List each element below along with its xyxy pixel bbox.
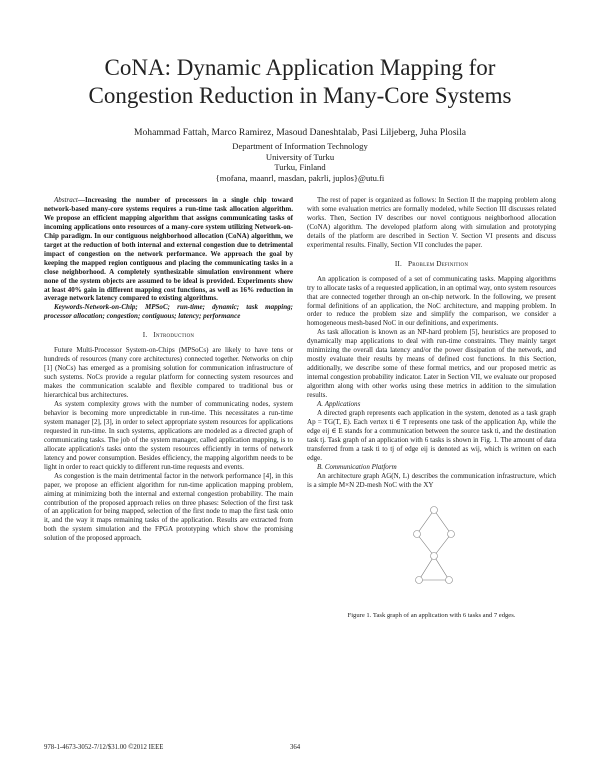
section-number: I. <box>142 331 148 340</box>
intro-paragraph-2: As system complexity grows with the number of communicating nodes, system behavior is becoming more unpredictable in run-time. This necessitates a run-time system manager [2], [3], in order to select appropriate system resources for applications requested in run-time. In such systems, applications are modeled as a directed graph of communicating tasks. The job of the system manager, called application mapping, is to allocate application's tasks onto the system resources efficiently in terms of network latency and power consumption. Besides efficiency, the mapping algorithm needs to be light in order to react quickly to different run-time requests and events. <box>44 400 293 471</box>
problem-paragraph-1: An application is composed of a set of communicating tasks. Mapping algorithms try to allocate tasks of a requested application, in an optimal way, onto system resources that are connected together through an on-chip network. In the following, we present formal definitions of an application, the NoC architecture, and mapping problem. In order to reduce the problem size and simplify the comparison, we consider a homogeneous mesh-based NoC in our definitions, and experiments. <box>307 274 556 328</box>
task-node <box>446 576 453 583</box>
section-heading-problem-definition <box>307 260 556 269</box>
paper-title <box>40 54 560 110</box>
task-node <box>448 530 455 537</box>
task-graph-edge <box>434 534 451 556</box>
affiliation-email: {mofana, maanrl, masdan, pakrli, juplos}@utu.fi <box>215 172 385 183</box>
organization-paragraph: The rest of paper is organized as follows: In Section II the mapping problem along with some evaluation metrics are formally modeled, while Section III discusses related works. Then, Section IV describes our novel contiguous neighborhood allocation (CoNA) algorithm. The developed platform along with simulation and prototyping details of the platform are described in Section V. Section VI presents and discuss experimental results. Finally, Section VII concludes the paper. <box>307 196 556 249</box>
task-graph-edge <box>417 510 434 534</box>
applications-paragraph: A directed graph represents each application in the system, denoted as a task graph Ap = TG(T, E). Each vertex ti ∈ T represents one task of the application Ap, while the edge eij ∈ E stands for a communication between the source task ti, and the destination task tj. Task graph of an application with 6 tasks is shown in Fig. 1. The amount of data transferred from a task ti to tj of edge eij is denoted as wij, which is written on each edge. <box>307 408 556 462</box>
task-graph-diagram <box>399 496 469 608</box>
author-list: Mohammad Fattah, Marco Ramirez, Masoud Daneshtalab, Pasi Liljeberg, Juha Plosila <box>133 127 467 138</box>
abstract-text: —Increasing the number of processors in a single chip toward network-based many-core systems requires a run-time task allocation algorithm. We propose an efficient mapping algorithm that assigns communicating tasks of incoming applications onto resources of a many-core system utilizing Network-on-Chip paradigm. In our contiguous neighborhood allocation (CoNA) algorithm, we target at the reduction of both internal and external congestion due to detrimental impact of congestion on the network performance. We approach the goal by keeping the mapped region contiguous and placing the communicating tasks in a close neighborhood. A completely synthesizable simulation environment where none of the system objects are assumed to be ideal is provided. Experiments show at least 40% gain in different mapping cost functions, as well as 16% reduction in average network latency compared to existing algorithms. <box>44 196 293 303</box>
platform-paragraph: An architecture graph AG(N, L) describes the communication infrastructure, which is a simple M×N 2D-mesh NoC with the XY <box>307 471 556 489</box>
affiliation-university: University of Turku <box>265 151 335 162</box>
intro-paragraph-3: As congestion is the main detrimental factor in the network performance [4], in this paper, we propose an efficient algorithm for run-time application mapping problem, aiming at minimizing both the internal and external congestion probability. The main contribution of the proposed approach relies on three phases: Selection of the first task of an application for being mapped, selection of the first node to map the first task onto it, and the way it maps remaining tasks of the application. Results are extracted from both the system simulation and the FPGA prototyping which show the promising solution of the proposed approach. <box>44 471 293 543</box>
title-line-1: CoNA: Dynamic Application Mapping for <box>104 55 496 80</box>
page-number: 364 <box>290 744 301 751</box>
task-graph-edge <box>419 556 434 580</box>
affiliation-city: Turku, Finland <box>274 162 326 172</box>
right-column <box>307 196 556 621</box>
problem-paragraph-2: As task allocation is known as an NP-hard problem [5], heuristics are proposed to dynamically map applications to deal with run-time constraints. They mainly target minimizing the overall data latency and/or the power dissipation of the network, and mostly evaluate their results by means of defined cost functions. In this Section, additionally, we describe some of these formal metrics, and our proposed metric as internal congestion probability indicator. Later in Section VII, we evaluate our proposed algorithm along with other works using these metrics in addition to the simulation results. <box>307 328 556 400</box>
title-line-2: Congestion Reduction in Many-Core Systems <box>88 83 512 108</box>
task-graph-edge <box>417 534 434 556</box>
task-node <box>431 552 438 559</box>
figure-1 <box>307 490 556 610</box>
section-title: Introduction <box>153 331 195 340</box>
section-number: II. <box>394 259 403 268</box>
affiliation <box>120 141 480 183</box>
keywords: Keywords-Network-on-Chip; MPSoC; run-time; dynamic; task mapping; processor allocation; congestion; contiguous; latency; performance <box>44 303 293 321</box>
task-node <box>414 530 421 537</box>
task-node <box>416 576 423 583</box>
task-graph-edge <box>434 556 449 580</box>
footer-isbn: 978-1-4673-3052-7/12/$31.00 ©2012 IEEE <box>44 744 164 751</box>
affiliation-department: Department of Information Technology <box>232 141 368 151</box>
abstract <box>44 196 293 303</box>
abstract-label: Abstract <box>54 196 78 204</box>
section-heading-introduction <box>44 331 293 340</box>
subsection-communication-platform: B. Communication Platform <box>317 462 397 471</box>
left-column <box>44 196 293 543</box>
section-title: Problem Definition <box>408 259 469 268</box>
task-graph-edge <box>434 510 451 534</box>
intro-paragraph-1: Future Multi-Processor System-on-Chips (MPSoCs) are likely to have tens or hundreds of resources (many core architectures) connected together. Networks on chip [1] (NoCs) has emerged as a promising solution for communication infrastructure of such systems. NoCs provide a regular platform for connecting system resources and makes the communication scalable and flexible compared to traditional bus or hierarchical bus architectures. <box>44 346 293 400</box>
subsection-applications: A. Applications <box>317 400 361 409</box>
figure-1-caption: Figure 1. Task graph of an application with 6 tasks and 7 edges. <box>347 611 516 619</box>
task-node <box>431 506 438 513</box>
